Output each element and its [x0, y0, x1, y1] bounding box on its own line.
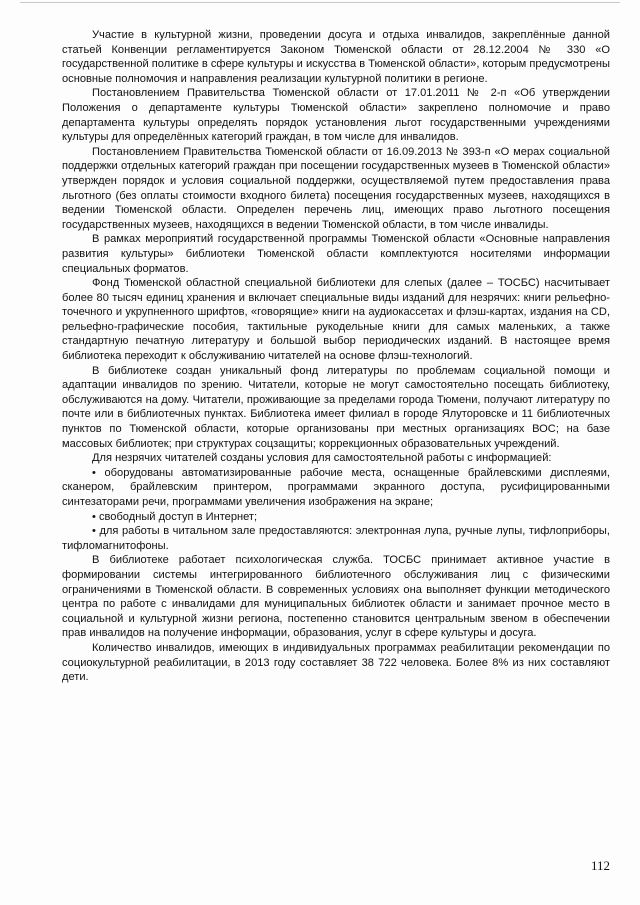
paragraph-unique-fund: В библиотеке создан уникальный фонд литературы по проблемам социальной помощи и адаптации инвалидов по зрению. Читатели, которые не могут самостоятельно посещать библиотеку, обслуживаются на дому. Читатели, проживающие за пределами города Тюмени, получают литературу по почте или в библиотечных пунктах. Библиотека имеет филиал в городе Ялуторовске и 11 библиотечных пунктов по Тюменской области, которые организованы при местных организациях ВОС; на базе массовых библиотек; при структурах соцзащиты; коррекционных образовательных учреждений.	[62, 364, 610, 450]
paragraph-museum-benefits: Постановлением Правительства Тюменской области от 16.09.2013 № 393-п «О мерах социальной поддержки отдельных категорий граждан при посещении государственных музеев в Тюменской области» утвержден порядок и условия социальной поддержки, осуществляемой путем предоставления права льготного (без оплаты стоимости входного билета) посещения государственных музеев, находящихся в ведении Тюменской области. Определен перечень лиц, имеющих право льготного посещения государственных музеев, находящихся в ведении Тюменской области, в том числе инвалиды.	[62, 145, 610, 231]
bullet-workstations: • оборудованы автоматизированные рабочие места, оснащенные брайлевскими дисплеями, сканером, брайлевским принтером, программами экранного доступа, русифицированными синтезаторами речи, программами увеличения изображения на экране;	[62, 466, 610, 508]
bullet-internet: • свободный доступ в Интернет;	[92, 510, 258, 523]
scan-edge-line	[20, 2, 620, 3]
paragraph-culture-law: Участие в культурной жизни, проведении досуга и отдыха инвалидов, закреплённые данной статьей Конвенции регламентируется Законом Тюменской области от 28.12.2004 № 330 «О государственной политике в сфере культуры и искусства в Тюменской области», которым предусмотрены основные полномочия и направления реализации культурной политики в регионе.	[62, 29, 610, 85]
document-body	[62, 28, 610, 685]
paragraph-library-fund: Фонд Тюменской областной специальной библиотеки для слепых (далее – ТОСБС) насчитывает более 80 тысяч единиц хранения и включает специальные виды изданий для незрячих: книги рельефно-точечного и укрупненного шрифтов, «говорящие» книги на аудиокассетах и флэш-картах, издания на CD, рельефно-графические пособия, тактильные рукодельные книги для самых маленьких, а также стандартную печатную литературу и большой выбор периодических изданий. В настоящее время библиотека переходит к обслуживанию читателей на основе флэш-технологий.	[62, 277, 610, 363]
paragraph-conditions-intro: Для незрячих читателей созданы условия для самостоятельной работы с информацией:	[92, 452, 552, 465]
paragraph-department-regulation: Постановлением Правительства Тюменской области от 17.01.2011 № 2-п «Об утверждении Положения о департаменте культуры Тюменской области» закреплено полномочие и право департамента культуры определять порядок установления льгот государственными учреждениями культуры для определённых категорий граждан, в том числе для инвалидов.	[62, 87, 610, 144]
page-number: 112	[590, 858, 610, 873]
bullet-reading-room: • для работы в читальном зале предоставляются: электронная лупа, ручные лупы, тифлоприборы, тифломагнитофоны.	[62, 525, 610, 552]
paragraph-psychological-service: В библиотеке работает психологическая служба. ТОСБС принимает активное участие в формировании системы интегрированного библиотечного обслуживания лиц с физическими ограничениями в Тюменской области. В современных условиях она выполняет функции методического центра по работе с инвалидами для муниципальных библиотек области и занимает прочное место в социальной и культурной жизни региона, постепенно становится центральным звеном в обеспечении прав инвалидов на получение информации, образования, услуг в сфере культуры и досуга.	[62, 554, 610, 640]
paragraph-disabled-count: Количество инвалидов, имеющих в индивидуальных программах реабилитации рекомендации по социокультурной реабилитации, в 2013 году составляет 38 722 человека. Более 8% из них составляют дети.	[62, 641, 610, 684]
paragraph-state-program: В рамках мероприятий государственной программы Тюменской области «Основные направления развития культуры» библиотеки Тюменской области комплектуются носителями информации специальных форматов.	[62, 233, 610, 275]
